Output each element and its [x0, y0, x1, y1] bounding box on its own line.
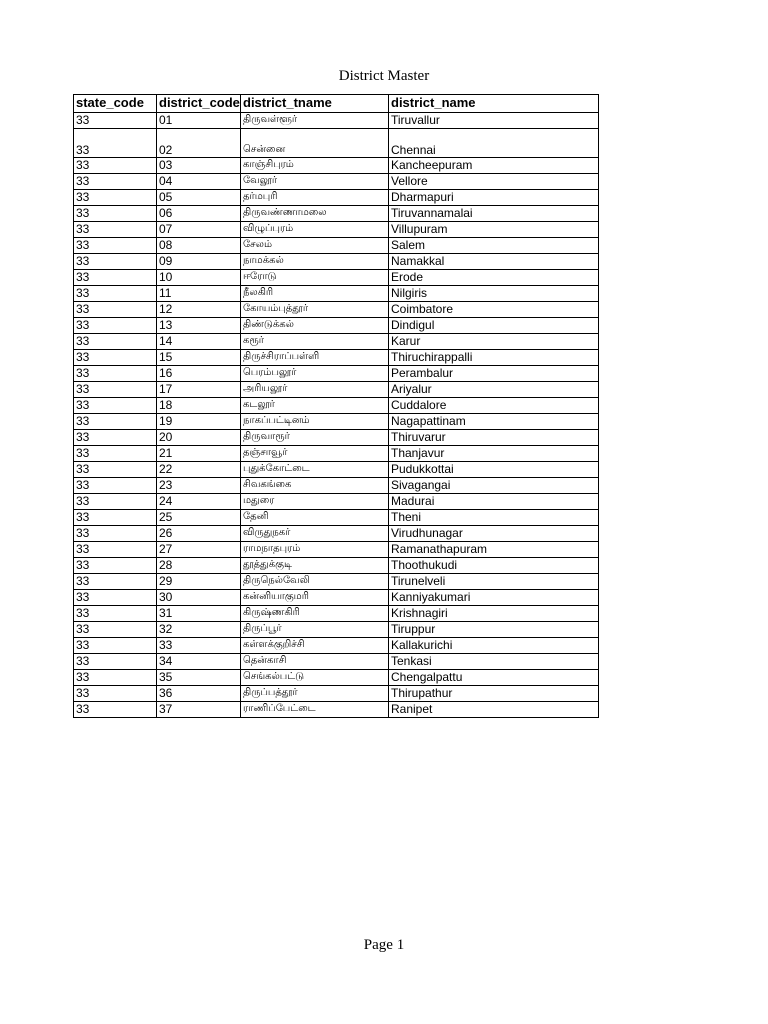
state-code-cell: 33: [74, 574, 157, 590]
district-tname-cell: கரூர்: [241, 334, 389, 350]
state-code-cell: 33: [74, 462, 157, 478]
state-code-cell: 33: [74, 414, 157, 430]
district-tname-cell: தென்காசி: [241, 654, 389, 670]
district-code-cell: 35: [157, 670, 241, 686]
district-tname-cell: பெரம்பலூர்: [241, 366, 389, 382]
state-code-cell: 33: [74, 398, 157, 414]
district-code-cell: 31: [157, 606, 241, 622]
state-code-cell: 33: [74, 286, 157, 302]
district-code-cell: 08: [157, 238, 241, 254]
district-code-cell: 23: [157, 478, 241, 494]
state-code-cell: 33: [74, 526, 157, 542]
table-row: [74, 129, 599, 158]
table-body: [74, 113, 599, 718]
column-header-district-tname: district_tname: [241, 95, 389, 113]
district-code-cell: 20: [157, 430, 241, 446]
state-code-cell: 33: [74, 638, 157, 654]
district-code-cell: 14: [157, 334, 241, 350]
district-tname-cell: கோயம்புத்தூர்: [241, 302, 389, 318]
table-row: [74, 254, 599, 270]
district-tname-cell: திருவாரூர்: [241, 430, 389, 446]
table-row: [74, 190, 599, 206]
district-tname-cell: சிவகங்கை: [241, 478, 389, 494]
state-code-cell: 33: [74, 654, 157, 670]
state-code-cell: 33: [74, 606, 157, 622]
district-code-cell: 16: [157, 366, 241, 382]
district-tname-cell: ராமநாதபுரம்: [241, 542, 389, 558]
district-tname-cell: அரியலூர்: [241, 382, 389, 398]
column-header-state-code: state_code: [74, 95, 157, 113]
district-tname-cell: ராணிப்பேட்டை: [241, 702, 389, 718]
district-tname-cell: தேனி: [241, 510, 389, 526]
district-name-cell: Cuddalore: [389, 398, 599, 414]
district-name-cell: Salem: [389, 238, 599, 254]
district-name-cell: Coimbatore: [389, 302, 599, 318]
district-name-cell: Thiruvarur: [389, 430, 599, 446]
district-name-cell: Tiruppur: [389, 622, 599, 638]
district-tname-cell: நீலகிரி: [241, 286, 389, 302]
district-code-cell: 13: [157, 318, 241, 334]
district-tname-cell: திண்டுக்கல்: [241, 318, 389, 334]
table-row: [74, 670, 599, 686]
district-tname-cell: புதுக்கோட்டை: [241, 462, 389, 478]
table-row: [74, 654, 599, 670]
district-name-cell: Tiruvallur: [389, 113, 599, 129]
state-code-cell: 33: [74, 270, 157, 286]
district-tname-cell: ஈரோடு: [241, 270, 389, 286]
header-row: [74, 95, 599, 113]
district-code-cell: 01: [157, 113, 241, 129]
table-row: [74, 398, 599, 414]
district-code-cell: 36: [157, 686, 241, 702]
district-tname-cell: திருவண்ணாமலை: [241, 206, 389, 222]
state-code-cell: 33: [74, 350, 157, 366]
district-code-cell: 25: [157, 510, 241, 526]
state-code-cell: 33: [74, 158, 157, 174]
district-code-cell: 02: [157, 129, 241, 158]
district-name-cell: Chengalpattu: [389, 670, 599, 686]
table-row: [74, 222, 599, 238]
district-code-cell: 09: [157, 254, 241, 270]
district-name-cell: Tirunelveli: [389, 574, 599, 590]
state-code-cell: 33: [74, 174, 157, 190]
district-tname-cell: திருநெல்வேலி: [241, 574, 389, 590]
state-code-cell: 33: [74, 206, 157, 222]
state-code-cell: 33: [74, 446, 157, 462]
district-tname-cell: திருச்சிராப்பள்ளி: [241, 350, 389, 366]
district-code-cell: 32: [157, 622, 241, 638]
table-row: [74, 446, 599, 462]
district-code-cell: 17: [157, 382, 241, 398]
district-name-cell: Thoothukudi: [389, 558, 599, 574]
state-code-cell: 33: [74, 318, 157, 334]
table-row: [74, 286, 599, 302]
state-code-cell: 33: [74, 478, 157, 494]
district-tname-cell: நாகப்பட்டினம்: [241, 414, 389, 430]
state-code-cell: 33: [74, 238, 157, 254]
district-name-cell: Kallakurichi: [389, 638, 599, 654]
district-name-cell: Madurai: [389, 494, 599, 510]
district-tname-cell: திருவள்ளூர்: [241, 113, 389, 129]
district-code-cell: 37: [157, 702, 241, 718]
district-code-cell: 26: [157, 526, 241, 542]
state-code-cell: 33: [74, 686, 157, 702]
state-code-cell: 33: [74, 190, 157, 206]
district-name-cell: Vellore: [389, 174, 599, 190]
district-code-cell: 11: [157, 286, 241, 302]
state-code-cell: 33: [74, 302, 157, 318]
document-title: District Master: [338, 68, 430, 84]
table-row: [74, 462, 599, 478]
state-code-cell: 33: [74, 254, 157, 270]
district-tname-cell: கடலூர்: [241, 398, 389, 414]
district-master-table: [73, 94, 599, 718]
district-code-cell: 29: [157, 574, 241, 590]
table-row: [74, 622, 599, 638]
district-tname-cell: தர்மபுரி: [241, 190, 389, 206]
state-code-cell: 33: [74, 542, 157, 558]
district-code-cell: 06: [157, 206, 241, 222]
district-name-cell: Tenkasi: [389, 654, 599, 670]
district-tname-cell: கன்னியாகுமரி: [241, 590, 389, 606]
table-row: [74, 414, 599, 430]
district-tname-cell: விழுப்புரம்: [241, 222, 389, 238]
state-code-cell: 33: [74, 366, 157, 382]
district-code-cell: 05: [157, 190, 241, 206]
table-row: [74, 174, 599, 190]
district-code-cell: 33: [157, 638, 241, 654]
district-tname-cell: சேலம்: [241, 238, 389, 254]
district-code-cell: 22: [157, 462, 241, 478]
district-name-cell: Villupuram: [389, 222, 599, 238]
district-code-cell: 18: [157, 398, 241, 414]
district-name-cell: Thiruchirappalli: [389, 350, 599, 366]
district-tname-cell: திருப்பத்தூர்: [241, 686, 389, 702]
district-tname-cell: சென்னை: [241, 129, 389, 158]
state-code-cell: 33: [74, 558, 157, 574]
district-name-cell: Kancheepuram: [389, 158, 599, 174]
state-code-cell: 33: [74, 622, 157, 638]
state-code-cell: 33: [74, 702, 157, 718]
district-name-cell: Karur: [389, 334, 599, 350]
table-row: [74, 638, 599, 654]
table-row: [74, 382, 599, 398]
column-header-district-code: district_code: [157, 95, 241, 113]
district-name-cell: Dharmapuri: [389, 190, 599, 206]
table-row: [74, 606, 599, 622]
table-row: [74, 302, 599, 318]
table-row: [74, 206, 599, 222]
district-name-cell: Dindigul: [389, 318, 599, 334]
table-row: [74, 702, 599, 718]
district-tname-cell: திருப்பூர்: [241, 622, 389, 638]
district-code-cell: 07: [157, 222, 241, 238]
district-code-cell: 34: [157, 654, 241, 670]
district-code-cell: 19: [157, 414, 241, 430]
district-name-cell: Ariyalur: [389, 382, 599, 398]
state-code-cell: 33: [74, 510, 157, 526]
district-code-cell: 30: [157, 590, 241, 606]
column-header-district-name: district_name: [389, 95, 599, 113]
table-row: [74, 158, 599, 174]
state-code-cell: 33: [74, 129, 157, 158]
table-row: [74, 526, 599, 542]
table-row: [74, 574, 599, 590]
state-code-cell: 33: [74, 382, 157, 398]
table-row: [74, 478, 599, 494]
district-code-cell: 03: [157, 158, 241, 174]
state-code-cell: 33: [74, 670, 157, 686]
table-row: [74, 590, 599, 606]
district-tname-cell: கள்ளக்குறிச்சி: [241, 638, 389, 654]
district-tname-cell: தஞ்சாவூர்: [241, 446, 389, 462]
district-name-cell: Namakkal: [389, 254, 599, 270]
district-code-cell: 24: [157, 494, 241, 510]
district-tname-cell: செங்கல்பட்டு: [241, 670, 389, 686]
state-code-cell: 33: [74, 222, 157, 238]
district-name-cell: Ramanathapuram: [389, 542, 599, 558]
district-name-cell: Ranipet: [389, 702, 599, 718]
district-code-cell: 28: [157, 558, 241, 574]
district-name-cell: Krishnagiri: [389, 606, 599, 622]
table-row: [74, 350, 599, 366]
table-row: [74, 686, 599, 702]
district-code-cell: 27: [157, 542, 241, 558]
district-name-cell: Chennai: [389, 129, 599, 158]
district-name-cell: Erode: [389, 270, 599, 286]
district-name-cell: Theni: [389, 510, 599, 526]
table-row: [74, 510, 599, 526]
district-name-cell: Nilgiris: [389, 286, 599, 302]
table-row: [74, 238, 599, 254]
district-code-cell: 04: [157, 174, 241, 190]
state-code-cell: 33: [74, 113, 157, 129]
district-name-cell: Virudhunagar: [389, 526, 599, 542]
district-name-cell: Tiruvannamalai: [389, 206, 599, 222]
district-code-cell: 12: [157, 302, 241, 318]
district-tname-cell: நாமக்கல்: [241, 254, 389, 270]
table-row: [74, 113, 599, 129]
district-tname-cell: கிருஷ்ணகிரி: [241, 606, 389, 622]
district-tname-cell: விருதுநகர்: [241, 526, 389, 542]
table-row: [74, 430, 599, 446]
district-name-cell: Kanniyakumari: [389, 590, 599, 606]
table-row: [74, 558, 599, 574]
district-name-cell: Thirupathur: [389, 686, 599, 702]
page-number: Page 1: [363, 937, 405, 953]
state-code-cell: 33: [74, 430, 157, 446]
table-row: [74, 334, 599, 350]
district-tname-cell: தூத்துக்குடி: [241, 558, 389, 574]
table-row: [74, 270, 599, 286]
district-tname-cell: காஞ்சிபுரம்: [241, 158, 389, 174]
district-code-cell: 10: [157, 270, 241, 286]
district-name-cell: Sivagangai: [389, 478, 599, 494]
district-code-cell: 15: [157, 350, 241, 366]
district-tname-cell: மதுரை: [241, 494, 389, 510]
district-name-cell: Thanjavur: [389, 446, 599, 462]
district-name-cell: Perambalur: [389, 366, 599, 382]
state-code-cell: 33: [74, 590, 157, 606]
state-code-cell: 33: [74, 334, 157, 350]
district-name-cell: Pudukkottai: [389, 462, 599, 478]
table-row: [74, 366, 599, 382]
district-tname-cell: வேலூர்: [241, 174, 389, 190]
table-row: [74, 318, 599, 334]
table-row: [74, 542, 599, 558]
table-row: [74, 494, 599, 510]
district-code-cell: 21: [157, 446, 241, 462]
district-name-cell: Nagapattinam: [389, 414, 599, 430]
state-code-cell: 33: [74, 494, 157, 510]
